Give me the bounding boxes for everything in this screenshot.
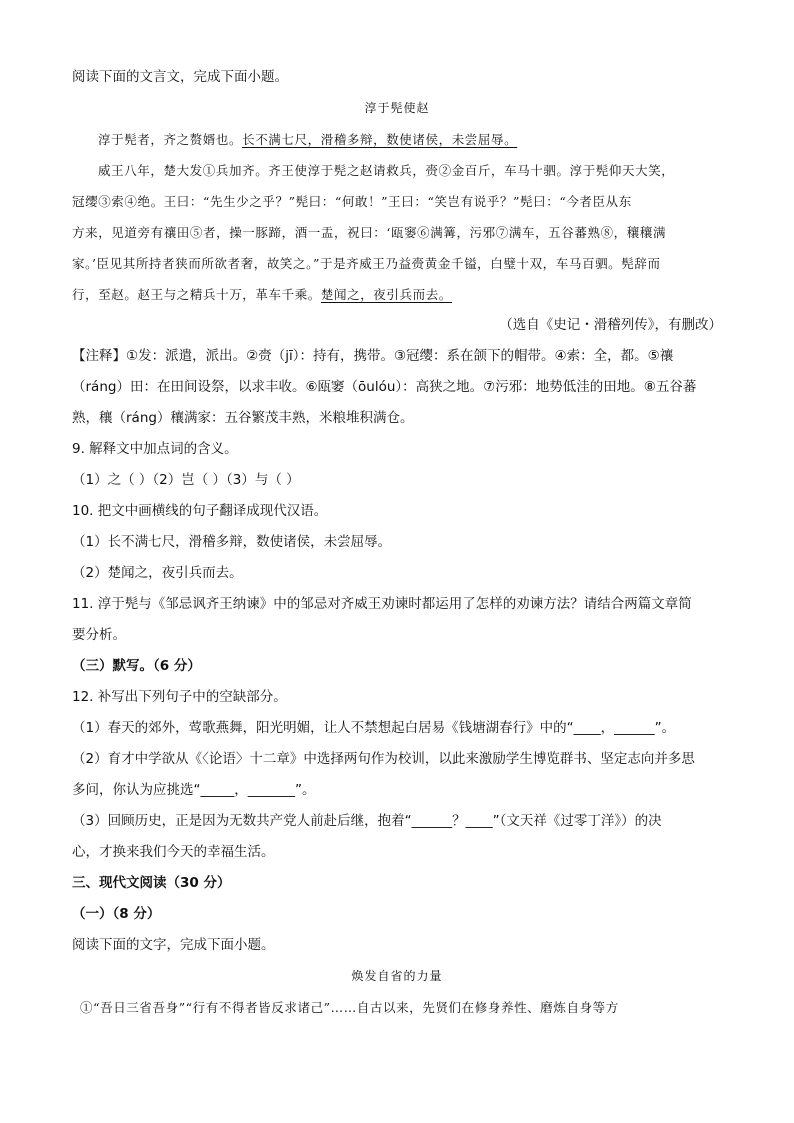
question-9-stem: 9. 解释文中加点词的含义。 [72, 441, 238, 457]
reading-instruction: 阅读下面的文言文，完成下面小题。 [72, 69, 288, 85]
section-heading: （三）默写。（6 分） [72, 658, 201, 674]
passage-text: 淳于髡者，齐之赘婿也。 [98, 132, 243, 147]
notes-line: 【注释】①发：派遣，派出。②赍（jī）：持有，携带。③冠缨：系在颌下的帽带。④索：全，都。⑤禳 [72, 348, 674, 364]
question-10-item-2: （2）楚闻之，夜引兵而去。 [72, 565, 243, 581]
question-12-item-3-cont: 心，才换来我们今天的幸福生活。 [72, 844, 275, 860]
question-10-item-1: （1）长不满七尺，滑稽多辩，数使诸侯，未尝屈辱。 [72, 534, 392, 550]
passage-title: 淳于髡使赵 [364, 101, 430, 115]
question-11-line: 要分析。 [72, 627, 126, 643]
notes-line: （ráng）田：在田间设祭，以求丰收。⑥瓯窭（ōulóu）：高狭之地。⑦污邪：地势低洼的田地。⑧五谷蕃 [72, 379, 697, 395]
passage-paragraph-1 [72, 124, 722, 155]
underlined-sentence-2: 楚闻之，夜引兵而去。 [320, 287, 452, 302]
essay-title: 焕发自省的力量 [351, 969, 443, 983]
question-12-item-2: （2）育才中学欲从《〈论语〉十二章》中选择两句作为校训，以此来激励学生博览群书、坚定志向并多思 [72, 751, 695, 767]
part-heading: 三、现代文阅读（30 分） [72, 875, 231, 891]
document-page [72, 62, 722, 1023]
passage-line: 威王八年，楚大发①兵加齐。齐王使淳于髡之赵请救兵，赍②金百斤，车马十驷。淳于髡仰天大笑， [98, 163, 675, 178]
passage-line: 冠缨③索④绝。王曰：“先生少之乎？”髡曰：“何敢！”王曰：“笑岂有说乎？”髡曰：“今者臣从东 [72, 194, 632, 209]
passage-line: 方来，见道旁有禳田⑤者，操一豚蹄，酒一盂，祝曰：‘瓯窭⑥满篝，污邪⑦满车，五谷蕃熟⑧，穰穰满 [72, 225, 667, 240]
underlined-sentence-1: 长不满七尺，滑稽多辩，数使诸侯，未尝屈辱。 [242, 132, 518, 147]
question-10-stem: 10. 把文中画横线的句子翻译成现代汉语。 [72, 503, 328, 519]
question-12-item-3: （3）回顾历史，正是因为无数共产党人前赴后继，抱着“______？____”（文天祥《过零丁洋》）的决 [72, 813, 662, 829]
question-12-stem: 12. 补写出下列句子中的空缺部分。 [72, 689, 287, 705]
question-9-items: （1）之（ ）（2）岂（ ）（3）与（ ） [72, 472, 300, 488]
question-12-item-1: （1）春天的郊外，莺歌燕舞，阳光明媚，让人不禁想起白居易《钱塘湖春行》中的“____，______”。 [72, 720, 676, 736]
essay-paragraph-1: ①“吾日三省吾身”“行有不得者皆反求诸己”……自古以来，先贤们在修身养性、磨炼自身等方 [80, 1000, 619, 1015]
sub-section-heading: （一）（8 分） [72, 906, 161, 922]
reading-instruction: 阅读下面的文字，完成下面小题。 [72, 937, 275, 953]
notes-line: 熟，穰（ráng）穰满家：五谷繁茂丰熟，米粮堆积满仓。 [72, 410, 414, 426]
passage-line: 家。’臣见其所持者狭而所欲者奢，故笑之。”于是齐威王乃益赍黄金千镒，白璧十双，车马百驷。髡辞而 [72, 256, 661, 271]
passage-source: （选自《史记・滑稽列传》，有删改） [499, 317, 722, 333]
passage-text: 行，至赵。赵王与之精兵十万，革车千乘。 [72, 287, 321, 302]
question-12-item-2-cont: 多问，你认为应挑选“_____，_______”。 [72, 782, 316, 798]
passage-line [72, 279, 722, 310]
question-11-line: 11. 淳于髡与《邹忌讽齐王纳谏》中的邹忌对齐威王劝谏时都运用了怎样的劝谏方法？请结合两篇文章简 [72, 596, 692, 612]
